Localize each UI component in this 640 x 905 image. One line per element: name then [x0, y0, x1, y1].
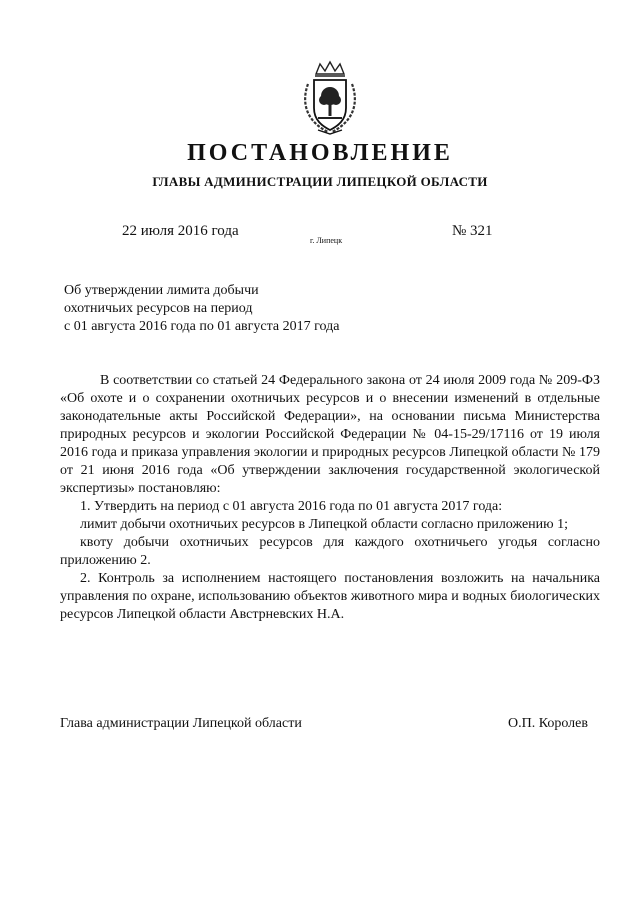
clause-2: 2. Контроль за исполнением настоящего постановления возложить на начальника управления по охране, использованию объектов животного мира и водных биологических ресурсов Липецкой области Австрневских Н.А. [60, 571, 600, 622]
clause-1-quota: квоту добычи охотничьих ресурсов для каждого охотничьего угодья согласно приложению 2. [60, 535, 600, 568]
preamble-paragraph: В соответствии со статьей 24 Федерального закона от 24 июля 2009 года № 209-ФЗ «Об охоте и о сохранении охотничьих ресурсов и о внесении изменений в отдельные законодательные акты Российской Федерации», на основании письма Министерства природных ресурсов и экологии Российской Федерации № 04-15-29/17116 от 19 июля 2016 года и приказа управления экологии и природных ресурсов Липецкой области № 179 от 21 июня 2016 года «Об утверждении заключения государственной экологической экспертизы» постановляю: [60, 373, 600, 496]
subject-line: Об утверждении лимита добычи [64, 283, 259, 298]
clause-1: 1. Утвердить на период с 01 августа 2016 года по 01 августа 2017 года: [80, 499, 503, 514]
document-subtitle: ГЛАВЫ АДМИНИСТРАЦИИ ЛИПЕЦКОЙ ОБЛАСТИ [152, 174, 488, 189]
subject-line: с 01 августа 2016 года по 01 августа 2017 года [64, 319, 340, 334]
subject-line: охотничьих ресурсов на период [64, 301, 253, 316]
document-number: № 321 [452, 223, 493, 239]
document-date: 22 июля 2016 года [122, 223, 239, 239]
coat-of-arms-emblem [298, 60, 362, 136]
document-title: ПОСТАНОВЛЕНИЕ [187, 140, 453, 166]
document-city: г. Липецк [310, 236, 343, 245]
document-body [60, 372, 600, 624]
document-subject [64, 282, 339, 336]
clause-1-limit: лимит добычи охотничьих ресурсов в Липецкой области согласно приложению 1; [80, 517, 568, 532]
signatory-position: Глава администрации Липецкой области [60, 716, 302, 731]
signatory-name: О.П. Королев [508, 716, 588, 731]
